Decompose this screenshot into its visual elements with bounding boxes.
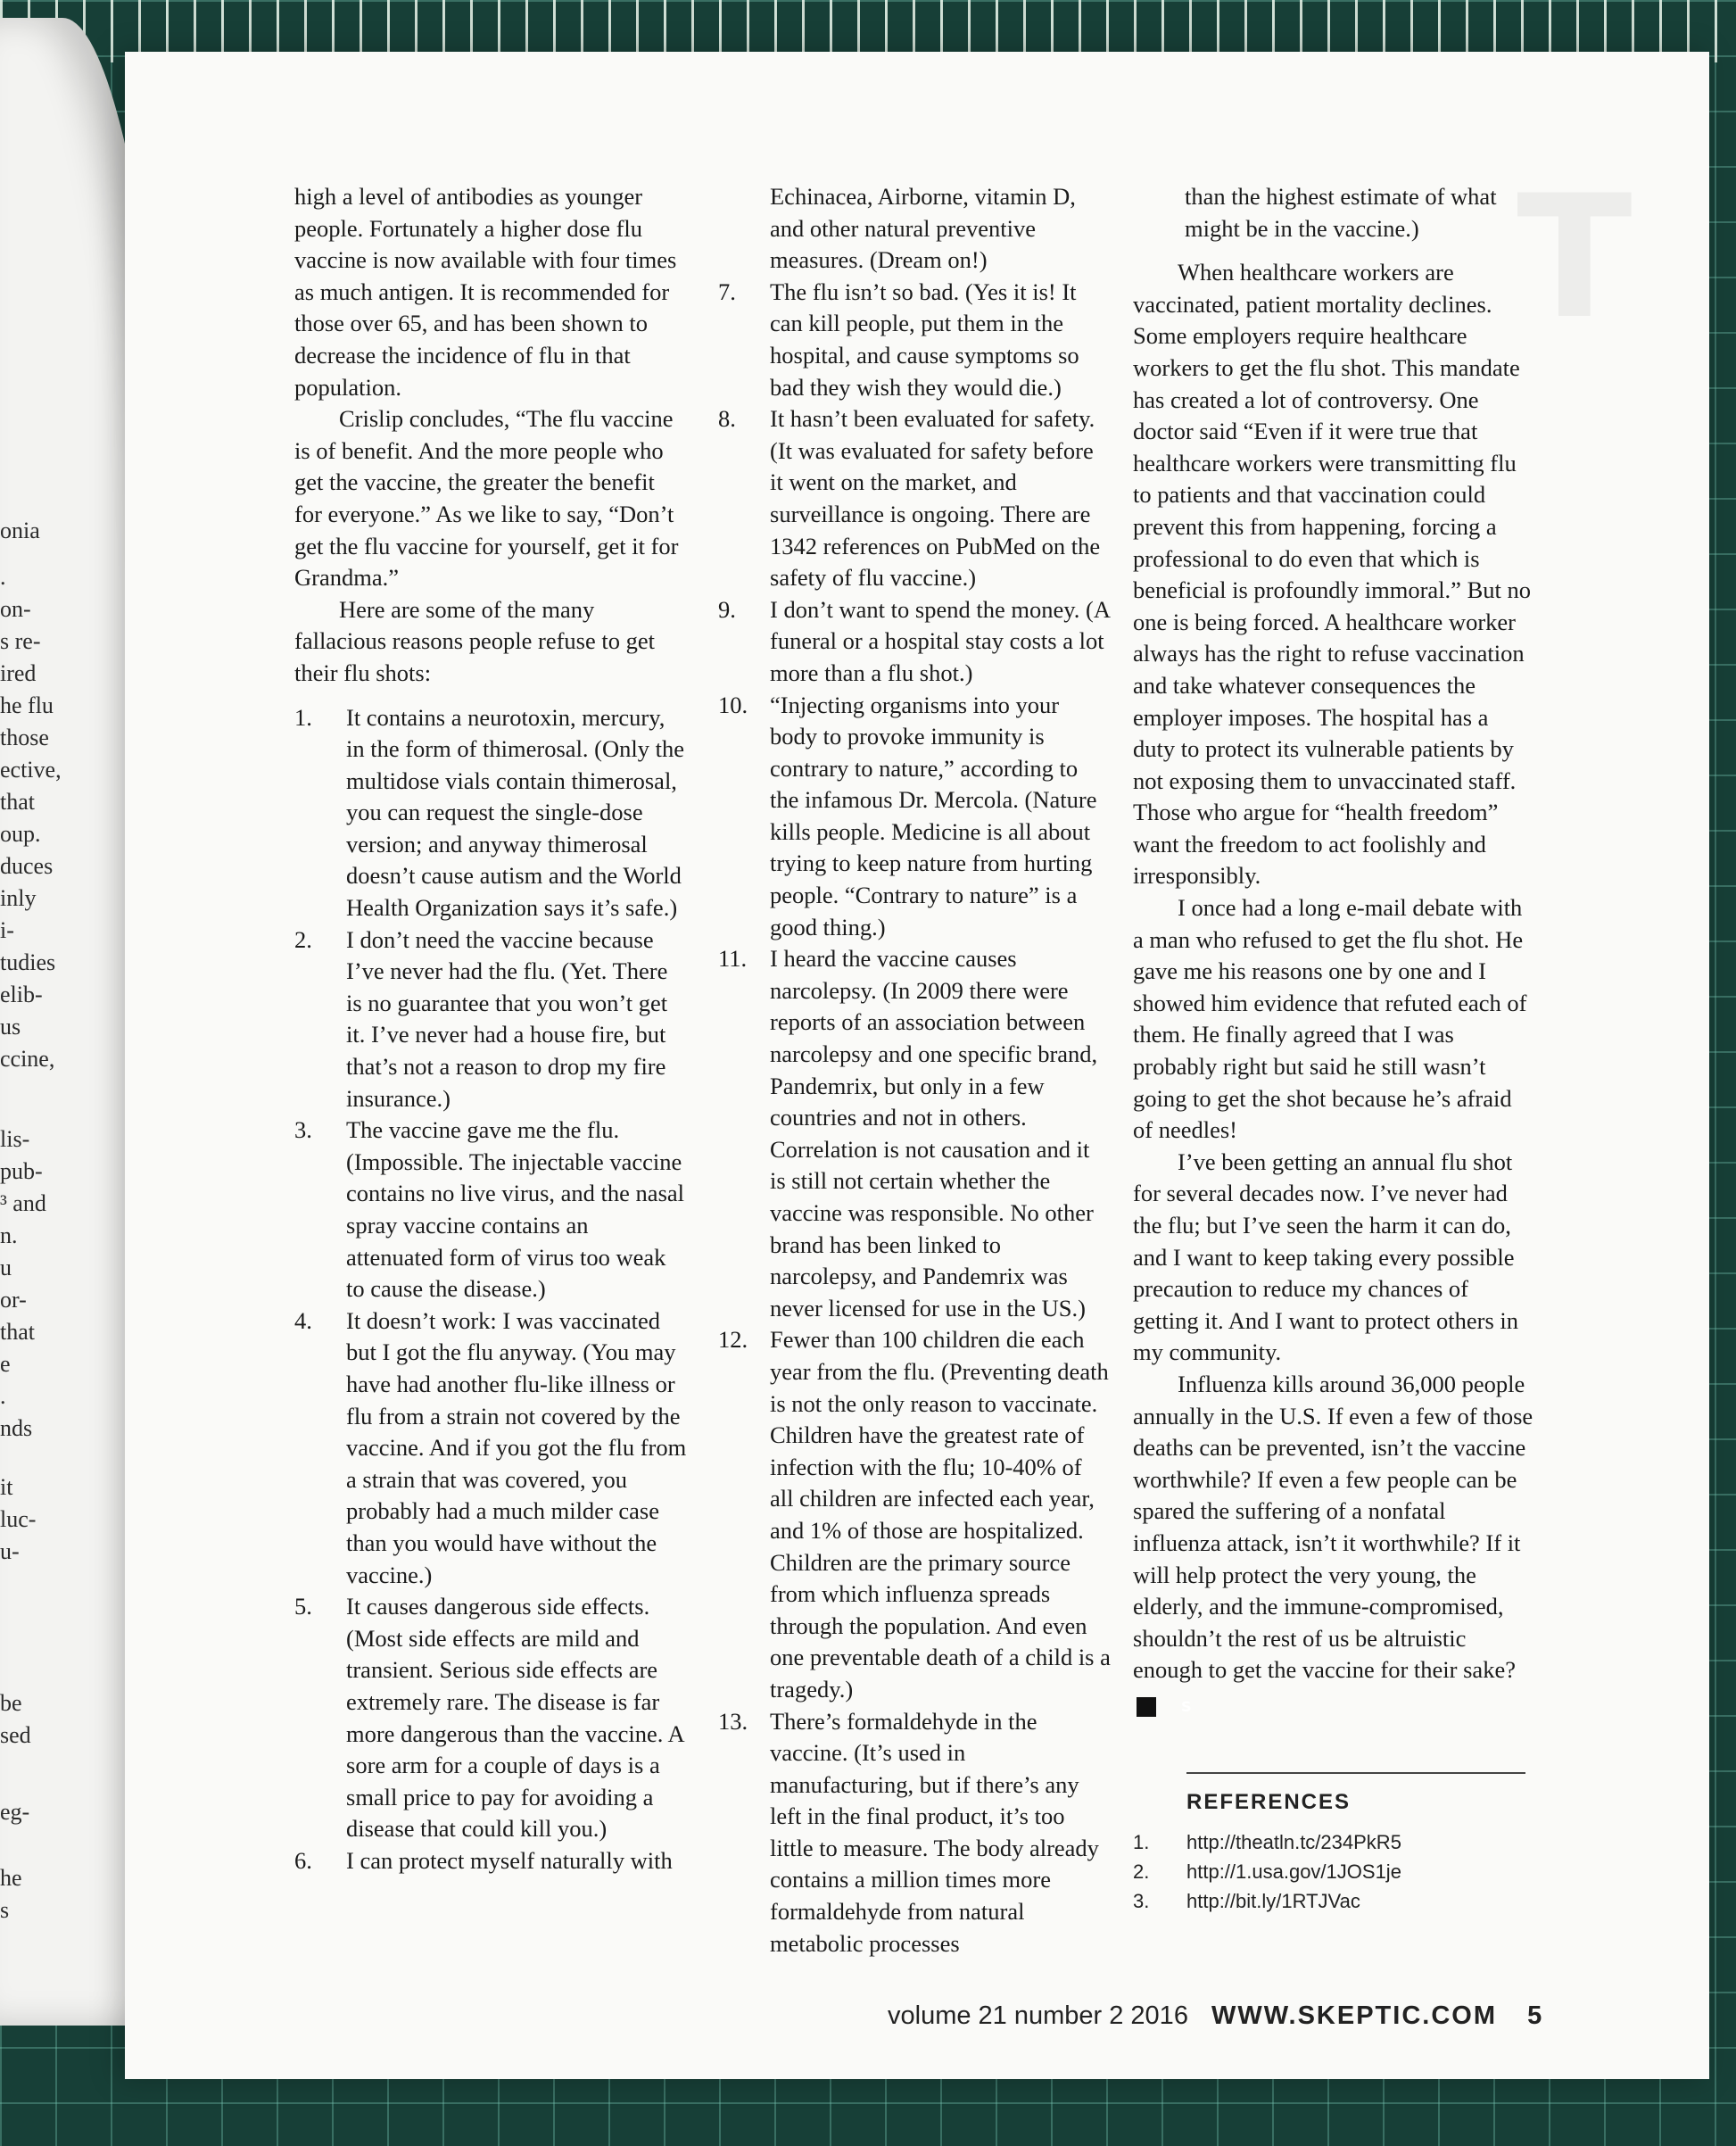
list-item-text: “Injecting organisms into your body to provoke immunity is contrary to nature,” according to the infamous Dr. Mercola. (Nature kills people. Medicine is all about trying to keep nature from hurting people. “Contrary to nature” is a good thing.) [770,691,1097,940]
list-item-number: 12. [718,1326,748,1354]
list-item-number: 8. [718,405,736,433]
left-page-text-fragment: inly [0,885,37,911]
left-page-text-fragment: . [0,564,6,590]
list-item [294,1305,687,1591]
left-page-text-fragment: u- [0,1538,20,1564]
list-item-number: 9. [718,595,736,623]
reference-number: 1. [1133,1831,1150,1853]
references-list [1133,1827,1534,1916]
list-item [294,924,687,1115]
list-item-text: The vaccine gave me the flu. (Impossible. The injectable vaccine contains no live virus, and the nasal spray vaccine contains an attenuated form of virus too weak to cause the disease.) [346,1116,685,1303]
left-page-text-fragment: he flu [0,692,54,718]
list-item-text: There’s formaldehyde in the vaccine. (It’s used in manufacturing, but if there’s any left in the final product, it’s too little to measure. The body already contains a million times more formaldehyde from natural metabolic processes [770,1707,1099,1957]
list-item-text: Fewer than 100 children die each year from the flu. (Preventing death is not the only reason to vaccinate. Children have the greatest rate of infection with the flu; 10-40% of all children are infected each year, and 1% of those are hospitalized. Children are the primary source from which influenza spreads through the population. And even one preventable death of a child is a tragedy.) [770,1326,1111,1703]
references-heading: REFERENCES [1186,1790,1352,1814]
reference-item [1133,1886,1534,1916]
reference-link[interactable]: http://theatln.tc/234PkR5 [1186,1831,1401,1853]
list-item [718,943,1111,1324]
list-item [718,1324,1111,1705]
left-page-text-fragment: oup. [0,821,41,847]
list-item-number: 10. [718,691,748,718]
left-page-text-fragment: tudies [0,949,56,975]
left-page-text-fragment: ired [0,660,37,686]
left-page-text-fragment: ective, [0,757,62,783]
list-item-number: 1. [294,703,312,731]
list-item [718,277,1111,403]
skeptic-end-mark-icon: S [1137,1697,1156,1717]
left-page-text-fragment: ³ and [0,1190,46,1216]
left-page-text-fragment: n. [0,1222,18,1248]
left-page-text-fragment: he [0,1865,22,1891]
left-page-text-fragment: e [0,1351,11,1377]
fallacious-reasons-list-continued [718,181,1111,277]
list-item-number: 3. [294,1116,312,1144]
list-item-text: It doesn’t work: I was vaccinated but I got the flu anyway. (You may have had another flu-like illness or flu from a strain not covered by the vaccine. And if you got the flu from a strain that was covered, you probably had a much milder case than you would have without the vaccine.) [346,1306,687,1588]
column-2 [718,181,1111,1960]
left-page-text-fragment: that [0,789,35,815]
reference-item [1133,1857,1534,1886]
left-page-text-fragment: eg- [0,1799,30,1825]
reference-number: 3. [1133,1890,1150,1912]
reference-item [1133,1827,1534,1857]
list-item-number: 4. [294,1306,312,1334]
left-page-text-fragment: s re- [0,628,41,654]
magazine-page [125,52,1709,2079]
paragraph: Here are some of the many fallacious reasons people refuse to get their flu shots: [294,595,655,686]
list-item [294,1591,687,1845]
list-item-number: 2. [294,925,312,953]
paragraph-text: Influenza kills around 36,000 people annually in the U.S. If even a few of those deaths can be prevented, isn’t the vaccine worthwhile? If even a few people can be spared the suffering of a nonfatal influenza attack, isn’t it worthwhile? If it will help protect the very young, the elderly, and the immune-compromised, shouldn’t the rest of us be altruistic enough to get the vaccine for their sake? [1133,1370,1533,1684]
left-page-text-fragment: s [0,1897,10,1923]
list-item-number: 11. [718,945,748,973]
list-item-number: 7. [718,278,736,305]
column-3 [1133,181,1534,1719]
paragraph: Crislip concludes, “The flu vaccine is of benefit. And the more people who get the vaccine, the greater the benefit for everyone.” As we like to say, “Don’t get the flu vaccine for yourself, get it for Grandma.” [294,405,679,592]
list-item [294,1114,687,1305]
list-item-continuation: than the highest estimate of what might be in the vaccine.) [1185,183,1497,242]
list-item-continuation [718,181,1111,277]
paragraph: high a level of antibodies as younger people. Fortunately a higher dose flu vaccine is now available with four times as much antigen. It is recommended for those over 65, and has been shown to decrease the incidence of flu in that population. [294,183,677,401]
left-page-text-fragment: that [0,1319,35,1345]
list-item-text: The flu isn’t so bad. (Yes it is! It can kill people, put them in the hospital, and cause symptoms so bad they wish they would die.) [770,278,1079,401]
left-page-text-fragment: nds [0,1415,33,1441]
list-item-text: I can protect myself naturally with [346,1846,673,1874]
list-item-text: It hasn’t been evaluated for safety. (It was evaluated for safety before it went on the market, and surveillance is ongoing. There are 1342 references on PubMed on the safety of flu vaccine.) [770,405,1101,592]
paragraph [1133,1369,1534,1719]
list-item-number: 13. [718,1707,748,1735]
left-page-text-fragment: u [0,1255,12,1280]
list-item-text: Echinacea, Airborne, vitamin D, and other natural preventive measures. (Dream on!) [770,183,1076,274]
left-page-text-fragment: i- [0,917,14,943]
left-page-text-fragment: us [0,1014,21,1040]
reference-link[interactable]: http://bit.ly/1RTJVac [1186,1890,1360,1912]
website: WWW.SKEPTIC.COM [1211,2001,1497,2030]
list-item [294,702,687,924]
left-page-text-fragment: on- [0,596,31,622]
paragraph: I once had a long e-mail debate with a man who refused to get the flu shot. He gave me his reasons one by one and I showed him evidence that refuted each of them. He finally agreed that I was probably right but said he still wasn’t going to get the shot because he’s afraid of needles! [1133,894,1527,1144]
list-item [718,403,1111,594]
left-page-text-fragment: onia [0,518,40,543]
left-page-text-fragment: be [0,1690,22,1716]
list-item-text: I don’t want to spend the money. (A funeral or a hospital stay costs a lot more than a flu shot.) [770,595,1110,686]
left-page-text-fragment: pub- [0,1158,43,1184]
reference-number: 2. [1133,1860,1150,1883]
left-page-text-fragment: lis- [0,1126,30,1152]
references-section [1133,1772,1534,1916]
left-page-text-fragment: elib- [0,982,43,1007]
bleed-through-title: T [1517,159,1633,356]
left-page-text-fragment: luc- [0,1506,37,1532]
list-item [718,1706,1111,1960]
left-page-text-fragment: . [0,1383,6,1409]
fallacious-reasons-list [294,702,687,1877]
left-page-text-fragment: ccine, [0,1046,55,1072]
list-item-text: It causes dangerous side effects. (Most side effects are mild and transient. Serious side effects are extremely rare. The disease is far more dangerous than the vaccine. A sore arm for a couple of days is a small price to pay for avoiding a disease that could kill you.) [346,1593,684,1843]
list-item [294,1845,687,1877]
list-item-text: I heard the vaccine causes narcolepsy. (In 2009 there were reports of an association between narcolepsy and one specific brand, Pandemrix, but only in a few countries and not in others. Correlation is not causation and it is still not certain whether the vaccine was responsible. No other brand has been linked to narcolepsy, and Pandemrix was never licensed for use in the US.) [770,945,1098,1322]
references-divider [1186,1772,1525,1774]
left-page-text-fragment: sed [0,1722,31,1748]
list-item [718,690,1111,944]
left-page-text-fragment: duces [0,853,54,879]
list-item-text: It contains a neurotoxin, mercury, in the form of thimerosal. (Only the multidose vials contain thimerosal, you can request the single-dose version; and anyway thimerosal doesn’t cause autism and the World Health Organization says it’s safe.) [346,703,685,922]
left-page-text-fragment: or- [0,1287,27,1313]
left-page-text-fragment: it [0,1474,13,1500]
paragraph: When healthcare workers are vaccinated, patient mortality declines. Some employers require healthcare workers to get the flu shot. This mandate has created a lot of controversy. One doctor said “Even if it were true that healthcare workers were transmitting flu to patients and that vaccination could prevent this from happening, forcing a professional to do even that which is beneficial is profoundly immoral.” But no one is being forced. A healthcare worker always has the right to refuse vaccination and take whatever consequences the employer imposes. The hospital has a duty to protect its vulnerable patients by not exposing them to unvaccinated staff. Those who argue for “health freedom” want the freedom to act foolishly and irresponsibly. [1133,259,1531,890]
list-item-number: 6. [294,1846,312,1874]
page-number: 5 [1527,2001,1542,2030]
page-footer [888,2001,1655,2031]
reference-link[interactable]: http://1.usa.gov/1JOS1je [1186,1860,1401,1883]
list-item-text: I don’t need the vaccine because I’ve never had the flu. (Yet. There is no guarantee that you won’t get it. I’ve never had a house fire, but that’s not a reason to drop my fire insurance.) [346,925,668,1112]
list-item-number: 5. [294,1593,312,1620]
list-item [718,594,1111,690]
issue-info: volume 21 number 2 2016 [888,2001,1188,2030]
fallacious-reasons-list [718,277,1111,1960]
column-1 [294,181,687,1877]
paragraph: I’ve been getting an annual flu shot for several decades now. I’ve never had the flu; but I’ve seen the harm it can do, and I want to keep taking every possible precaution to reduce my chances of getting it. And I want to protect others in my community. [1133,1148,1519,1366]
left-page-text-fragment: those [0,725,49,750]
